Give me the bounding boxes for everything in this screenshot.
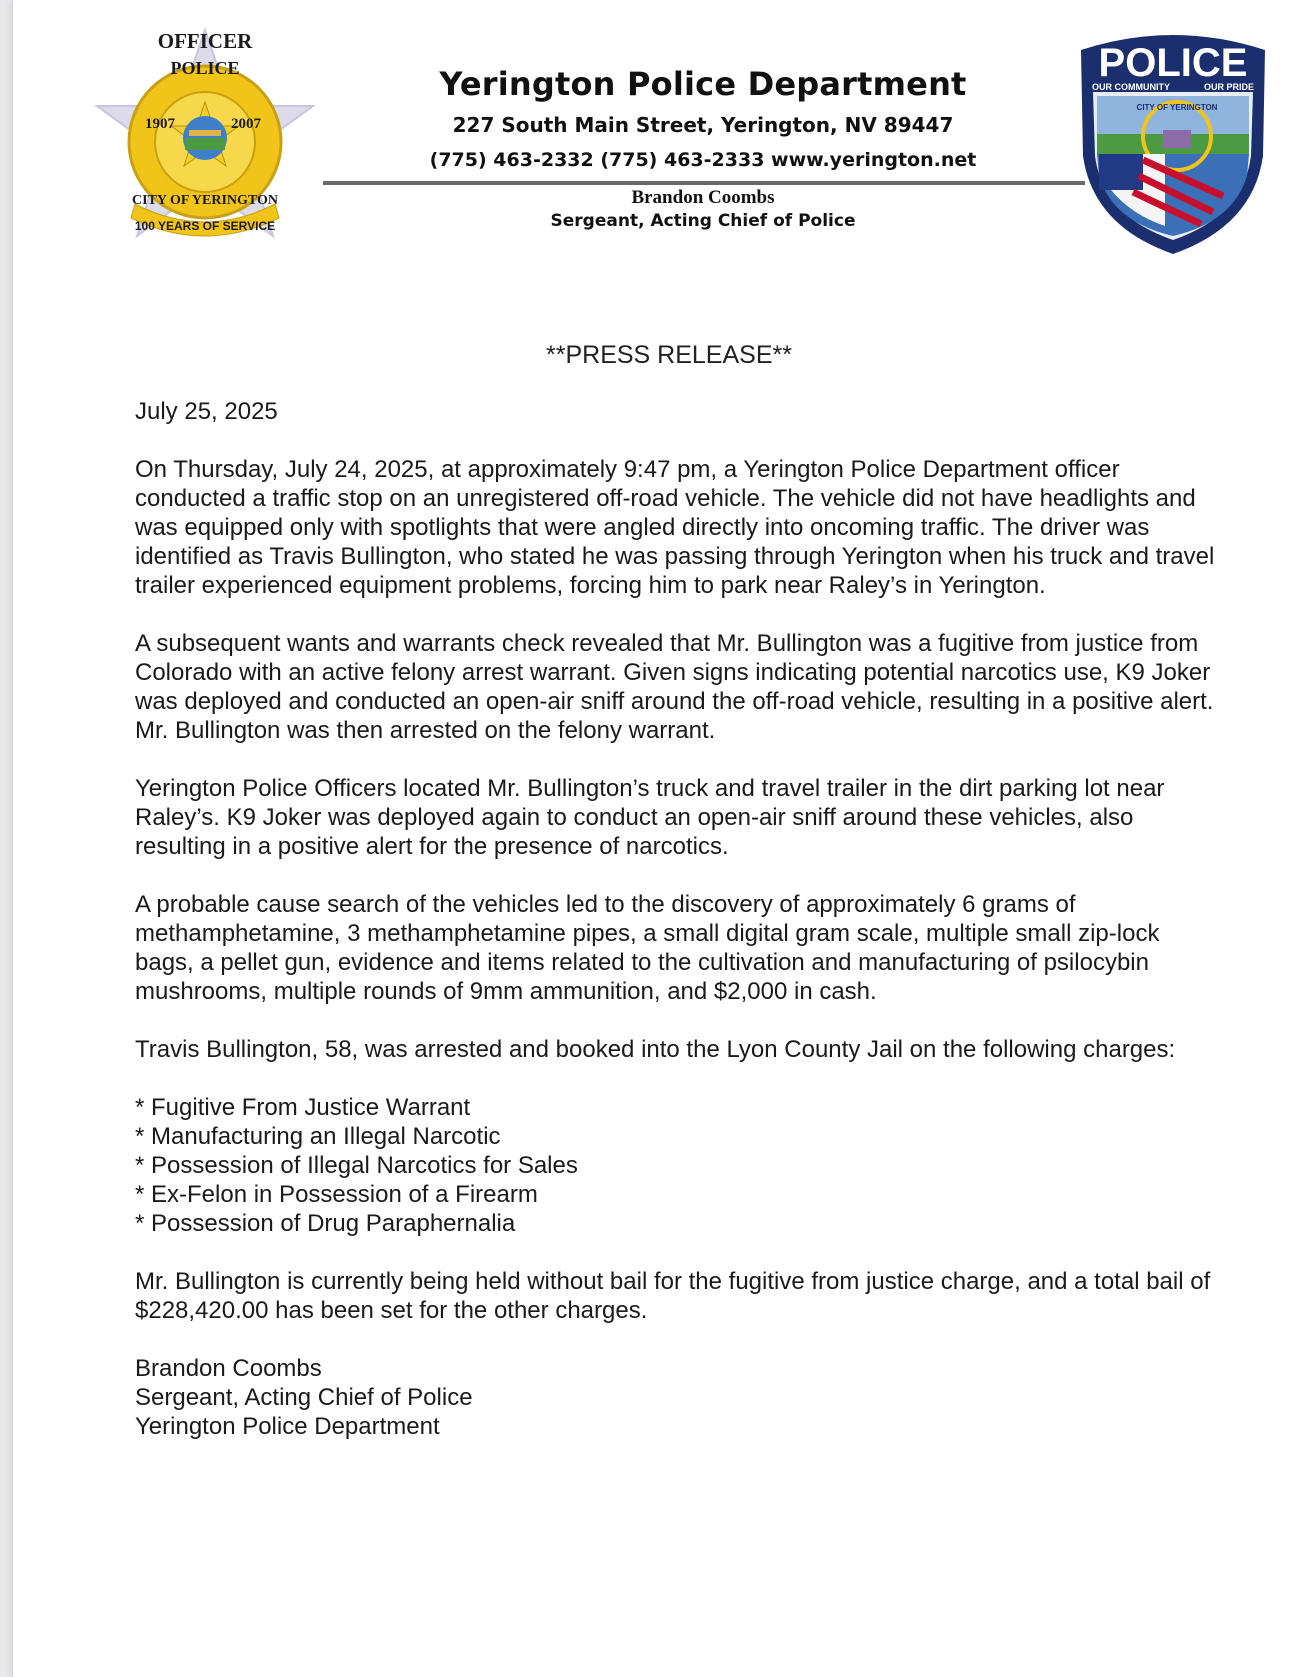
patch-right-motto: OUR PRIDE	[1203, 82, 1255, 92]
paragraph-arrest: Travis Bullington, 58, was arrested and booked into the Lyon County Jail on the following charges:	[135, 1036, 1176, 1063]
seal-top-text: OFFICER	[157, 29, 253, 53]
police-patch-image	[1073, 26, 1273, 258]
charge-item: * Manufacturing an Illegal Narcotic	[135, 1123, 501, 1150]
paragraph-traffic-stop: On Thursday, July 24, 2025, at approximately 9:47 pm, a Yerington Police Department officer conducted a traffic stop on an unregistered off-road vehicle. The vehicle did not have headlights and was equipped only with spotlights that were angled directly into oncoming traffic. The driver was identified as Travis Bullington, who stated he was passing through Yerington when his truck and travel trailer experienced equipment problems, forcing him to park near Raley’s in Yerington.	[135, 456, 1215, 599]
seal-ring-text: POLICE	[170, 58, 240, 78]
department-contact: (775) 463-2332 (775) 463-2333 www.yerington.net	[429, 149, 977, 171]
paragraph-vehicles-located: Yerington Police Officers located Mr. Bullington’s truck and travel trailer in the dirt parking lot near Raley’s. K9 Joker was deployed again to conduct an open-air sniff around these vehicles, also resulting in a positive alert for the presence of narcotics.	[135, 775, 1165, 860]
charge-item: * Ex-Felon in Possession of a Firearm	[135, 1181, 538, 1208]
department-address: 227 South Main Street, Yerington, NV 89447	[452, 113, 954, 137]
charges-list	[135, 1093, 1215, 1238]
signature-block	[135, 1354, 1215, 1441]
seal-year-right: 2007	[231, 116, 261, 132]
press-release-heading: **PRESS RELEASE**	[546, 341, 792, 369]
officer-badge-seal	[85, 26, 325, 258]
letterhead-chief-name: Brandon Coombs	[631, 187, 775, 208]
signature-title: Sergeant, Acting Chief of Police	[135, 1384, 473, 1411]
officer-badge-seal-image	[85, 26, 325, 258]
paragraph-bail: Mr. Bullington is currently being held without bail for the fugitive from justice charge, and a total bail of $228,420.00 has been set for the other charges.	[135, 1268, 1211, 1324]
press-release-body	[135, 397, 1215, 1441]
release-date: July 25, 2025	[135, 398, 278, 425]
patch-title: POLICE	[1098, 41, 1248, 85]
signature-department: Yerington Police Department	[135, 1413, 440, 1440]
paragraph-warrant-check: A subsequent wants and warrants check revealed that Mr. Bullington was a fugitive from justice from Colorado with an active felony arrest warrant. Given signs indicating potential narcotics use, K9 Joker was deployed and conducted an open-air sniff around the off-road vehicle, resulting in a positive alert. Mr. Bullington was then arrested on the felony warrant.	[135, 630, 1214, 744]
letterhead	[313, 64, 1093, 172]
charge-item: * Possession of Drug Paraphernalia	[135, 1210, 516, 1237]
seal-banner-text: 100 YEARS OF SERVICE	[134, 219, 276, 233]
department-name: Yerington Police Department	[439, 65, 967, 103]
seal-year-left: 1907	[145, 116, 175, 132]
charge-item: * Possession of Illegal Narcotics for Sales	[135, 1152, 578, 1179]
signature-name: Brandon Coombs	[135, 1355, 322, 1382]
police-patch	[1073, 26, 1273, 258]
charge-item: * Fugitive From Justice Warrant	[135, 1094, 471, 1121]
letterhead-divider	[323, 181, 1085, 185]
seal-city-text: CITY OF YERINGTON	[132, 193, 278, 208]
patch-left-motto: OUR COMMUNITY	[1092, 82, 1170, 92]
paragraph-search-findings: A probable cause search of the vehicles led to the discovery of approximately 6 grams of methamphetamine, 3 methamphetamine pipes, a small digital gram scale, multiple small zip-lock bags, a pellet gun, evidence and items related to the cultivation and manufacturing of psilocybin mushrooms, multiple rounds of 9mm ammunition, and $2,000 in cash.	[135, 891, 1160, 1005]
letterhead-chief-title: Sergeant, Acting Chief of Police	[550, 211, 856, 231]
document-page	[12, 0, 1290, 1677]
patch-ring-text: CITY OF YERINGTON	[1136, 103, 1218, 112]
